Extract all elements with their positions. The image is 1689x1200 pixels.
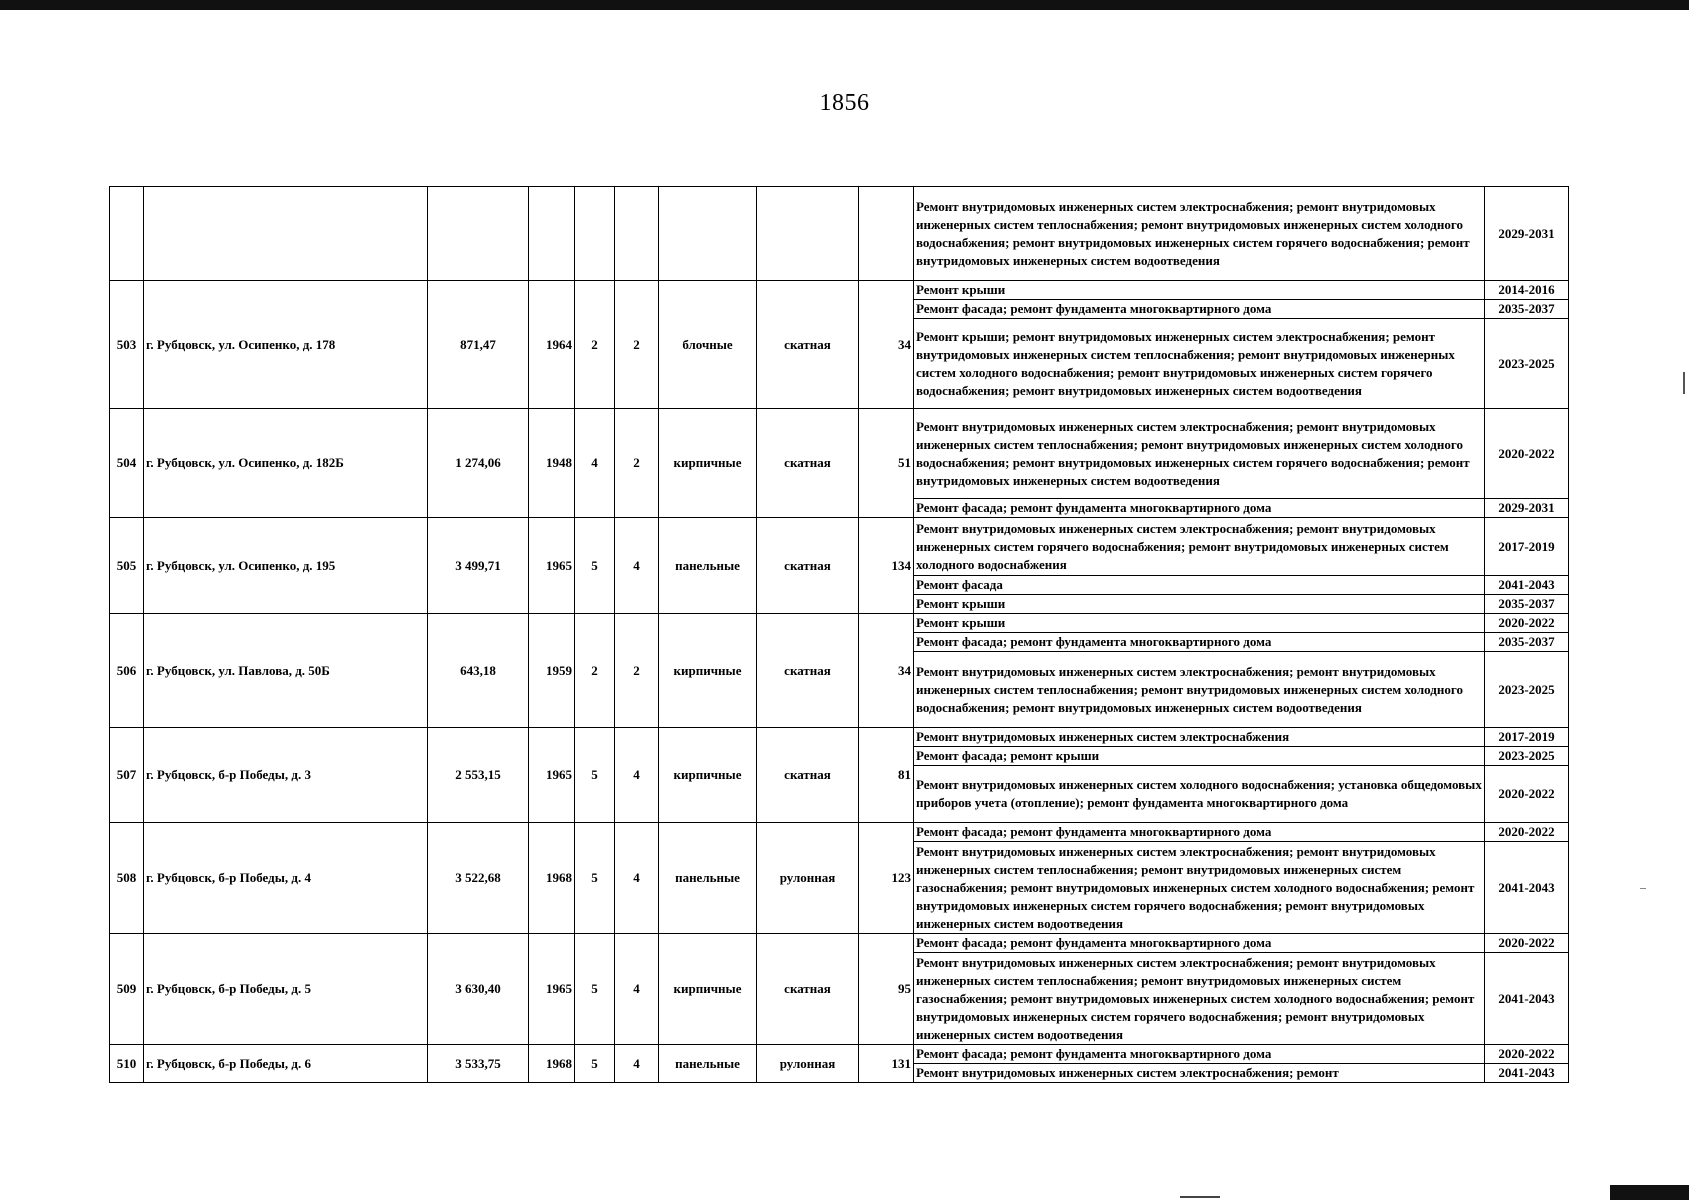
roof-type	[757, 187, 859, 281]
building-address: г. Рубцовск, ул. Осипенко, д. 195	[144, 518, 428, 614]
scan-artifact	[1180, 1196, 1220, 1198]
roof-type: скатная	[757, 281, 859, 409]
total-area: 2 553,15	[428, 728, 529, 823]
wall-material: кирпичные	[659, 409, 757, 518]
resident-count: 51	[859, 409, 914, 518]
work-description: Ремонт фасада; ремонт крыши	[914, 747, 1485, 766]
work-period: 2020-2022	[1485, 766, 1569, 823]
work-period: 2041-2043	[1485, 842, 1569, 934]
row-number: 508	[110, 823, 144, 934]
table-row	[110, 934, 1569, 953]
wall-material: панельные	[659, 518, 757, 614]
work-period: 2041-2043	[1485, 1064, 1569, 1083]
row-number: 510	[110, 1045, 144, 1083]
scan-artifact	[1610, 1185, 1689, 1200]
housing-repair-table	[109, 186, 1569, 1083]
floor-count: 2	[575, 281, 615, 409]
building-address	[144, 187, 428, 281]
work-description: Ремонт внутридомовых инженерных систем электроснабжения; ремонт внутридомовых инженерных систем горячего водоснабжения; ремонт внутридомовых инженерных систем холодного водоснабжения	[914, 518, 1485, 576]
entrance-count: 4	[615, 934, 659, 1045]
work-period: 2029-2031	[1485, 499, 1569, 518]
work-period: 2020-2022	[1485, 1045, 1569, 1064]
work-description: Ремонт внутридомовых инженерных систем электроснабжения; ремонт внутридомовых инженерных систем теплоснабжения; ремонт внутридомовых инженерных систем газоснабжения; ремонт внутридомовых инженерных систем холодного водоснабжения; ремонт внутридомовых инженерных систем горячего водоснабжения; ремонт внутридомовых инженерных систем водоотведения	[914, 842, 1485, 934]
wall-material	[659, 187, 757, 281]
work-description: Ремонт фасада; ремонт фундамента многоквартирного дома	[914, 499, 1485, 518]
roof-type: скатная	[757, 934, 859, 1045]
year-built: 1965	[529, 728, 575, 823]
resident-count: 134	[859, 518, 914, 614]
wall-material: блочные	[659, 281, 757, 409]
year-built: 1968	[529, 1045, 575, 1083]
roof-type: скатная	[757, 518, 859, 614]
resident-count	[859, 187, 914, 281]
total-area: 3 522,68	[428, 823, 529, 934]
floor-count: 5	[575, 1045, 615, 1083]
row-number: 506	[110, 614, 144, 728]
building-address: г. Рубцовск, ул. Павлова, д. 50Б	[144, 614, 428, 728]
year-built: 1964	[529, 281, 575, 409]
wall-material: кирпичные	[659, 614, 757, 728]
table-row	[110, 614, 1569, 633]
wall-material: панельные	[659, 1045, 757, 1083]
table-row	[110, 823, 1569, 842]
wall-material: панельные	[659, 823, 757, 934]
floor-count: 5	[575, 728, 615, 823]
row-number: 507	[110, 728, 144, 823]
roof-type: скатная	[757, 614, 859, 728]
floor-count	[575, 187, 615, 281]
roof-type: рулонная	[757, 1045, 859, 1083]
work-description: Ремонт фасада; ремонт фундамента многоквартирного дома	[914, 934, 1485, 953]
total-area: 871,47	[428, 281, 529, 409]
table-row	[110, 728, 1569, 747]
row-number: 503	[110, 281, 144, 409]
work-period: 2041-2043	[1485, 953, 1569, 1045]
work-period: 2035-2037	[1485, 595, 1569, 614]
work-period: 2020-2022	[1485, 409, 1569, 499]
work-period: 2041-2043	[1485, 576, 1569, 595]
work-period: 2020-2022	[1485, 614, 1569, 633]
work-description: Ремонт внутридомовых инженерных систем электроснабжения; ремонт	[914, 1064, 1485, 1083]
floor-count: 5	[575, 823, 615, 934]
resident-count: 131	[859, 1045, 914, 1083]
scan-artifact	[1640, 888, 1646, 889]
row-number: 504	[110, 409, 144, 518]
year-built: 1959	[529, 614, 575, 728]
total-area: 1 274,06	[428, 409, 529, 518]
work-description: Ремонт крыши	[914, 595, 1485, 614]
entrance-count	[615, 187, 659, 281]
floor-count: 5	[575, 934, 615, 1045]
table-row	[110, 518, 1569, 576]
resident-count: 34	[859, 281, 914, 409]
row-number: 505	[110, 518, 144, 614]
year-built	[529, 187, 575, 281]
work-description: Ремонт фасада; ремонт фундамента многоквартирного дома	[914, 1045, 1485, 1064]
entrance-count: 4	[615, 1045, 659, 1083]
total-area	[428, 187, 529, 281]
work-period: 2023-2025	[1485, 319, 1569, 409]
work-period: 2023-2025	[1485, 747, 1569, 766]
work-description: Ремонт внутридомовых инженерных систем электроснабжения; ремонт внутридомовых инженерных систем теплоснабжения; ремонт внутридомовых инженерных систем холодного водоснабжения; ремонт внутридомовых инженерных систем горячего водоснабжения; ремонт внутридомовых инженерных систем водоотведения	[914, 409, 1485, 499]
year-built: 1948	[529, 409, 575, 518]
table-row	[110, 187, 1569, 281]
resident-count: 34	[859, 614, 914, 728]
year-built: 1965	[529, 934, 575, 1045]
work-period: 2035-2037	[1485, 633, 1569, 652]
work-description: Ремонт внутридомовых инженерных систем электроснабжения; ремонт внутридомовых инженерных систем теплоснабжения; ремонт внутридомовых инженерных систем газоснабжения; ремонт внутридомовых инженерных систем холодного водоснабжения; ремонт внутридомовых инженерных систем горячего водоснабжения; ремонт внутридомовых инженерных систем водоотведения	[914, 953, 1485, 1045]
work-period: 2014-2016	[1485, 281, 1569, 300]
work-description: Ремонт внутридомовых инженерных систем электроснабжения; ремонт внутридомовых инженерных систем теплоснабжения; ремонт внутридомовых инженерных систем холодного водоснабжения; ремонт внутридомовых инженерных систем горячего водоснабжения; ремонт внутридомовых инженерных систем водоотведения	[914, 187, 1485, 281]
scan-edge-top	[0, 0, 1689, 10]
entrance-count: 2	[615, 281, 659, 409]
total-area: 3 630,40	[428, 934, 529, 1045]
work-description: Ремонт внутридомовых инженерных систем холодного водоснабжения; установка общедомовых приборов учета (отопление); ремонт фундамента многоквартирного дома	[914, 766, 1485, 823]
entrance-count: 2	[615, 409, 659, 518]
work-description: Ремонт крыши; ремонт внутридомовых инженерных систем электроснабжения; ремонт внутридомовых инженерных систем теплоснабжения; ремонт внутридомовых инженерных систем холодного водоснабжения; ремонт внутридомовых инженерных систем горячего водоснабжения; ремонт внутридомовых инженерных систем водоотведения	[914, 319, 1485, 409]
table-row	[110, 409, 1569, 499]
page-number: 1856	[819, 90, 870, 116]
resident-count: 81	[859, 728, 914, 823]
floor-count: 4	[575, 409, 615, 518]
building-address: г. Рубцовск, б-р Победы, д. 4	[144, 823, 428, 934]
total-area: 643,18	[428, 614, 529, 728]
table-body	[110, 187, 1569, 1083]
work-description: Ремонт фасада; ремонт фундамента многоквартирного дома	[914, 633, 1485, 652]
row-number	[110, 187, 144, 281]
work-period: 2017-2019	[1485, 518, 1569, 576]
work-description: Ремонт внутридомовых инженерных систем электроснабжения; ремонт внутридомовых инженерных систем теплоснабжения; ремонт внутридомовых инженерных систем холодного водоснабжения; ремонт внутридомовых инженерных систем водоотведения	[914, 652, 1485, 728]
work-description: Ремонт крыши	[914, 614, 1485, 633]
work-period: 2029-2031	[1485, 187, 1569, 281]
wall-material: кирпичные	[659, 934, 757, 1045]
building-address: г. Рубцовск, б-р Победы, д. 5	[144, 934, 428, 1045]
building-address: г. Рубцовск, ул. Осипенко, д. 182Б	[144, 409, 428, 518]
resident-count: 95	[859, 934, 914, 1045]
work-description: Ремонт внутридомовых инженерных систем электроснабжения	[914, 728, 1485, 747]
work-description: Ремонт фасада; ремонт фундамента многоквартирного дома	[914, 823, 1485, 842]
entrance-count: 4	[615, 823, 659, 934]
entrance-count: 2	[615, 614, 659, 728]
work-period: 2020-2022	[1485, 823, 1569, 842]
floor-count: 5	[575, 518, 615, 614]
work-period: 2023-2025	[1485, 652, 1569, 728]
work-period: 2020-2022	[1485, 934, 1569, 953]
year-built: 1965	[529, 518, 575, 614]
total-area: 3 499,71	[428, 518, 529, 614]
table-row	[110, 1045, 1569, 1064]
wall-material: кирпичные	[659, 728, 757, 823]
building-address: г. Рубцовск, ул. Осипенко, д. 178	[144, 281, 428, 409]
work-description: Ремонт фасада; ремонт фундамента многоквартирного дома	[914, 300, 1485, 319]
resident-count: 123	[859, 823, 914, 934]
work-description: Ремонт фасада	[914, 576, 1485, 595]
roof-type: рулонная	[757, 823, 859, 934]
work-period: 2035-2037	[1485, 300, 1569, 319]
scan-artifact	[1683, 372, 1685, 394]
building-address: г. Рубцовск, б-р Победы, д. 3	[144, 728, 428, 823]
total-area: 3 533,75	[428, 1045, 529, 1083]
work-description: Ремонт крыши	[914, 281, 1485, 300]
roof-type: скатная	[757, 409, 859, 518]
entrance-count: 4	[615, 728, 659, 823]
year-built: 1968	[529, 823, 575, 934]
table-row	[110, 281, 1569, 300]
row-number: 509	[110, 934, 144, 1045]
floor-count: 2	[575, 614, 615, 728]
entrance-count: 4	[615, 518, 659, 614]
roof-type: скатная	[757, 728, 859, 823]
work-period: 2017-2019	[1485, 728, 1569, 747]
building-address: г. Рубцовск, б-р Победы, д. 6	[144, 1045, 428, 1083]
